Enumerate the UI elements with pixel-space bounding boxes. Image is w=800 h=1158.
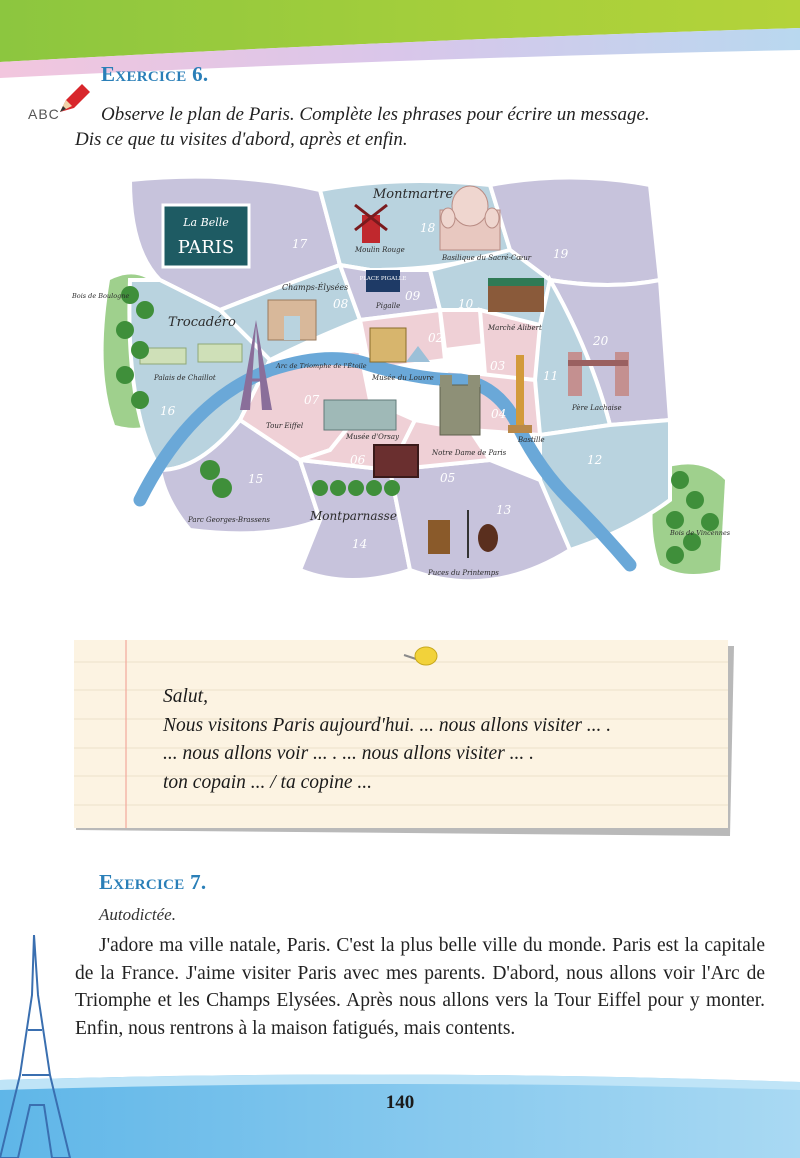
instruction-line-1: Observe le plan de Paris. Complète les phrases pour écrire un message. — [101, 104, 650, 125]
page-number: 140 — [385, 1092, 415, 1113]
label-louvre: Musée du Louvre — [372, 374, 434, 382]
district-label: 07 — [304, 393, 320, 407]
arc-de-triomphe-icon — [268, 300, 316, 340]
message-line-4: ton copain ... / ta copine ... — [163, 771, 373, 793]
district-label: 13 — [496, 503, 512, 517]
label-sacre-coeur: Basilique du Sacré-Cœur — [442, 254, 532, 262]
message-text — [163, 683, 753, 797]
district-label: 15 — [248, 472, 264, 486]
exercise-6-title: Exercice 6. — [101, 62, 209, 86]
label-moulin-rouge: Moulin Rouge — [355, 246, 405, 254]
district-label: 18 — [420, 221, 436, 235]
label-montparnasse: Montparnasse — [310, 509, 397, 523]
district-label: 09 — [405, 289, 421, 303]
label-puces: Puces du Printemps — [428, 569, 499, 577]
district-label: 11 — [543, 369, 559, 383]
eiffel-tower-icon — [0, 935, 80, 1158]
label-tour-eiffel: Tour Eiffel — [266, 422, 304, 430]
district-02 — [440, 310, 485, 350]
paris-map — [70, 170, 750, 615]
label-pigalle: Pigalle — [376, 302, 401, 310]
message-line-3: ... nous allons voir ... . ... nous allons visiter ... . — [163, 743, 535, 764]
district-label: 05 — [440, 471, 456, 485]
district-label: 01 — [347, 342, 363, 356]
pigalle-sign-text: PLACE PIGALLE — [359, 276, 407, 282]
label-bastille: Bastille — [518, 436, 545, 444]
marche-alibert-icon — [488, 278, 544, 312]
district-label: 17 — [292, 237, 308, 251]
label-notre-dame: Notre Dame de Paris — [432, 449, 507, 457]
logo-line-1: La Belle — [183, 216, 229, 229]
district-label: 03 — [490, 359, 506, 373]
exercise-7-title: Exercice 7. — [99, 870, 207, 894]
label-bois-boulogne: Bois de Boulogne — [72, 292, 130, 300]
label-champs-elysees: Champs-Élysées — [282, 283, 349, 292]
label-marche-alibert: Marché Alibert — [488, 324, 542, 332]
message-line-2: Nous visitons Paris aujourd'hui. ... nous allons visiter ... . — [163, 714, 612, 736]
district-label: 16 — [160, 404, 176, 418]
district-label: 10 — [458, 297, 474, 311]
dictation-text — [75, 932, 765, 1042]
label-pere-lachaise: Père Lachaise — [572, 404, 622, 412]
exercise-7-subtitle: Autodictée. — [99, 905, 176, 924]
label-bois-vincennes: Bois de Vincennes — [670, 529, 731, 537]
district-label: 19 — [553, 247, 569, 261]
district-label: 20 — [593, 334, 609, 348]
district-label: 06 — [350, 453, 366, 467]
district-label: 14 — [352, 537, 368, 551]
label-parc-georges-brassens: Parc Georges-Brassens — [188, 516, 271, 524]
place-pigalle-sign-icon — [360, 270, 407, 292]
label-arc-triomphe: Arc de Triomphe de l'Étoile — [276, 362, 367, 370]
district-label: 02 — [428, 331, 444, 345]
dictation-paragraph: J'adore ma ville natale, Paris. C'est la plus belle ville du monde. Paris est la capitale de la France. J'aime visiter Paris avec mes parents. D'abord, nous allons voir l'Arc de Triomphe et les Champs Elysées. Après nous allons vers la Tour Eiffel pour y monter. Enfin, nous rentrons à la maison fatigués, mais contents. — [75, 935, 765, 1039]
message-line-1: Salut, — [163, 686, 208, 707]
exercise-6-instruction — [75, 102, 765, 152]
label-trocadero: Trocadéro — [168, 315, 236, 330]
abc-mark: ABC — [28, 106, 60, 122]
label-montmartre: Montmartre — [373, 187, 454, 202]
district-label: 12 — [587, 453, 603, 467]
district-label: 04 — [491, 407, 507, 421]
label-palais-chaillot: Palais de Chaillot — [154, 374, 216, 382]
label-orsay: Musée d'Orsay — [346, 433, 399, 441]
orsay-painting-icon — [374, 445, 418, 477]
district-label: 08 — [333, 297, 349, 311]
logo-line-2: PARIS — [177, 237, 235, 258]
instruction-line-2: Dis ce que tu visites d'abord, après et enfin. — [75, 129, 408, 150]
orsay-icon — [324, 400, 396, 430]
